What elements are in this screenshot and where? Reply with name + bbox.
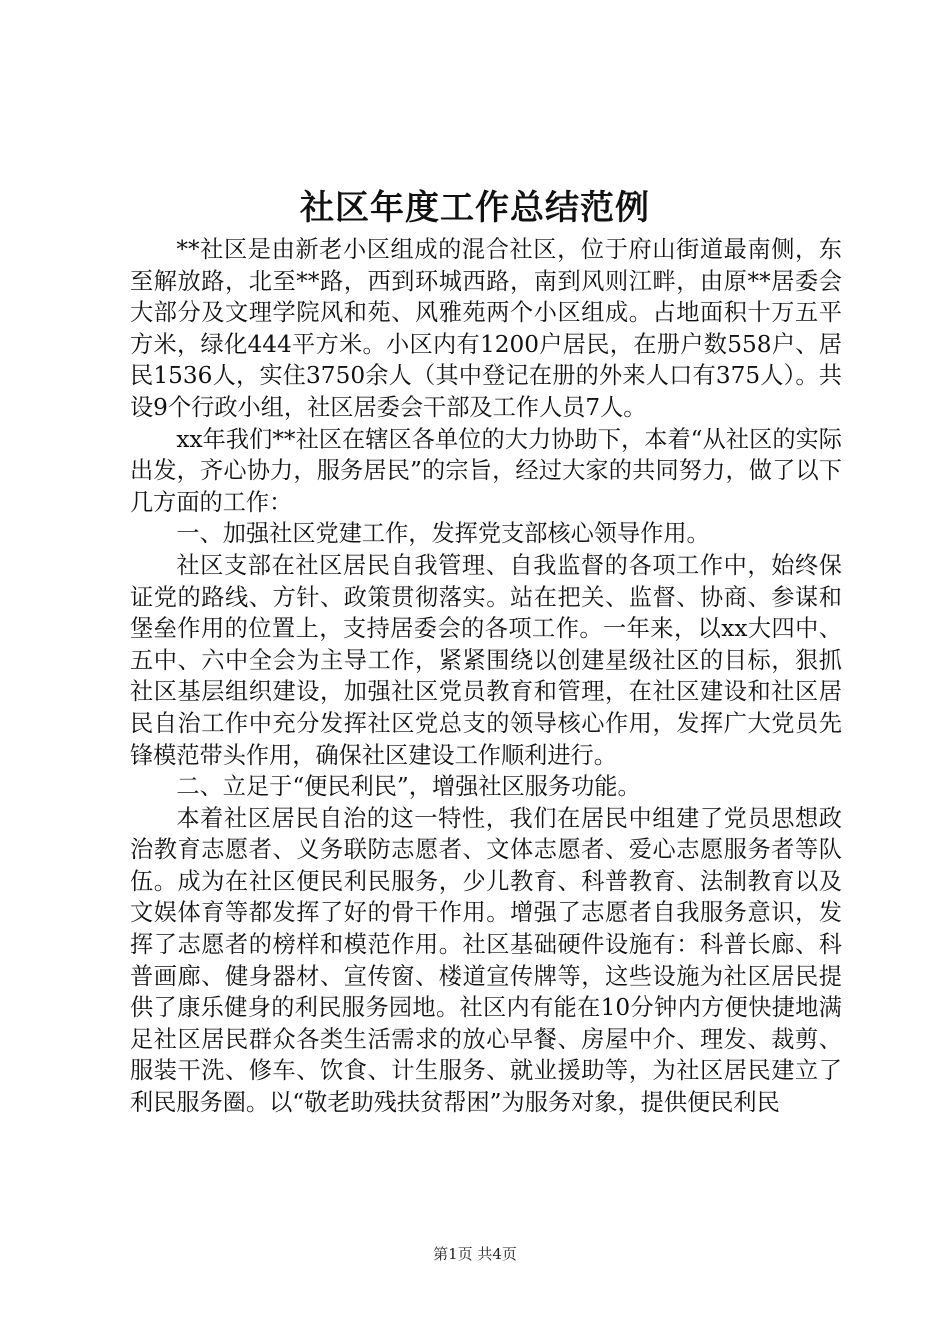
section-heading-1: 一、加强社区党建工作，发挥党支部核心领导作用。 [176,520,710,548]
paragraph-community-service: 本着社区居民自治的这一特性，我们在居民中组建了党员思想政治教育志愿者、义务联防志愿者、文体志愿者、爱心志愿服务者等队伍。成为在社区便民利民服务，少儿教育、科普教育、法制教育以及文娱体育等都发挥了好的骨干作用。增强了志愿者自我服务意识，发挥了志愿者的榜样和模范作用。社区基础硬件设施有：科普长廊、科普画廊、健身器材、宣传窗、楼道宣传牌等，这些设施为社区居民提供了康乐健身的利民服务园地。社区内有能在10分钟内方便快捷地满足社区居民群众各类生活需求的放心早餐、房屋中介、理发、裁剪、服装干洗、修车、饮食、计生服务、就业援助等，为社区居民建立了利民服务圈。以“敬老助残扶贫帮困”为服务对象，提供便民利民 [130,804,842,1117]
paragraph-party-building: 社区支部在社区居民自我管理、自我监督的各项工作中，始终保证党的路线、方针、政策贯彻落实。站在把关、监督、协商、参谋和堡垒作用的位置上，支持居委会的各项工作。一年来，以xx大四中、五中、六中全会为主导工作，紧紧围绕以创建星级社区的目标，狠抓社区基层组织建设，加强社区党员教育和管理，在社区建设和社区居民自治工作中充分发挥社区党总支的领导核心作用，发挥广大党员先锋模范带头作用，确保社区建设工作顺利进行。 [130,551,842,769]
section-heading-2: 二、立足于“便民利民”，增强社区服务功能。 [176,773,641,801]
document-body [130,234,842,1119]
paragraph-overview: xx年我们**社区在辖区各单位的大力协助下，本着“从社区的实际出发，齐心协力，服务居民”的宗旨，经过大家的共同努力，做了以下几方面的工作： [130,425,842,516]
paragraph-intro: **社区是由新老小区组成的混合社区，位于府山街道最南侧，东至解放路，北至**路，西到环城西路，南到风则江畔，由原**居委会大部分及文理学院风和苑、风雅苑两个小区组成。占地面积十万五平方米，绿化444平方米。小区内有1200户居民，在册户数558户、居民1536人，实住3750余人（其中登记在册的外来人口有375人）。共设9个行政小组，社区居委会干部及工作人员7人。 [130,236,842,421]
page-title: 社区年度工作总结范例 [300,188,650,228]
page-footer: 第1页 共4页 [433,1245,517,1263]
